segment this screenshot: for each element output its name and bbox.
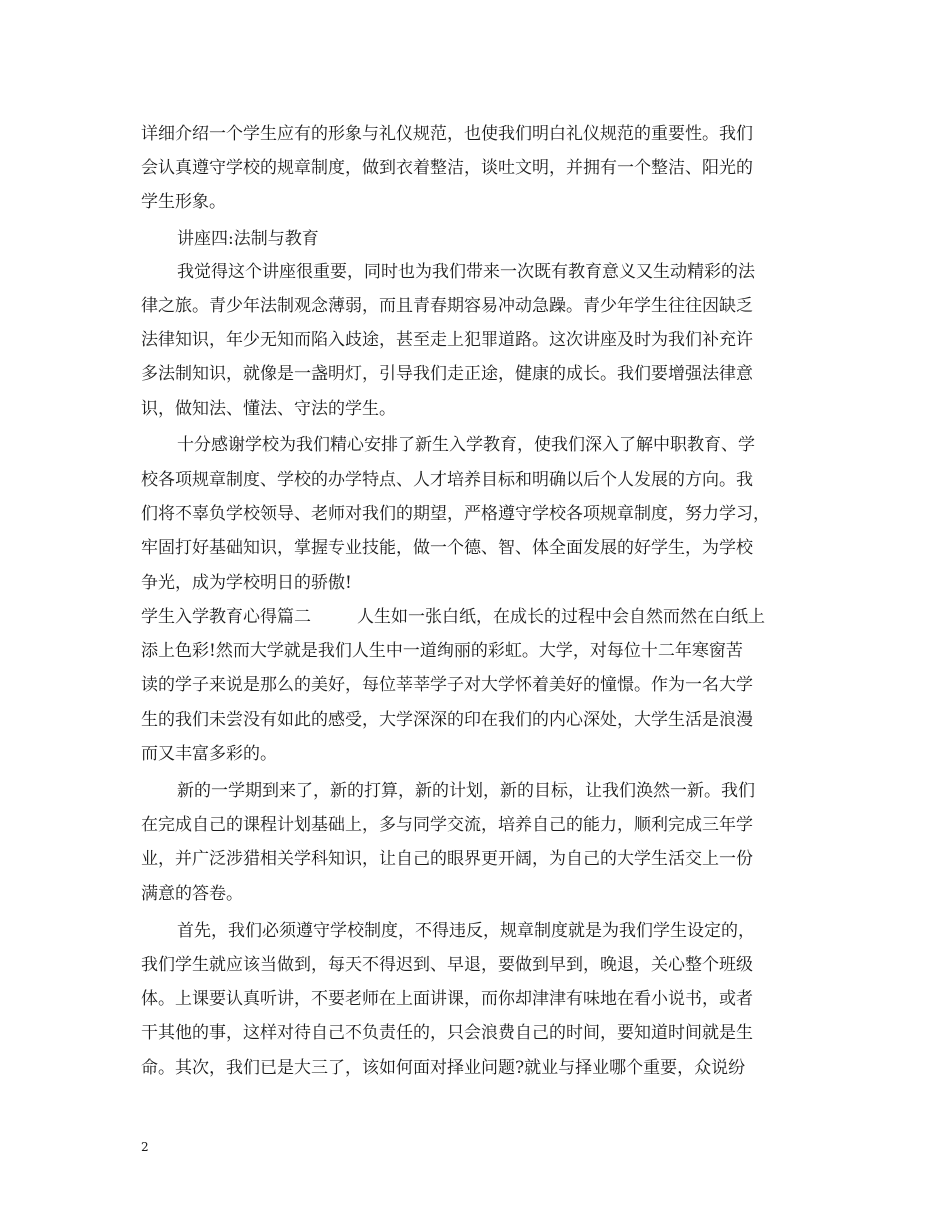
paragraph-line: 业，并广泛涉猎相关学科知识，让自己的眼界更开阔，为自己的大学生活交上一份 [141,849,753,869]
paragraph-line: 满意的答卷。 [141,884,243,904]
paragraph-line: 会认真遵守学校的规章制度，做到衣着整洁，谈吐文明，并拥有一个整洁、阳光的 [141,158,753,178]
paragraph-line: 首先，我们必须遵守学校制度，不得违反，规章制度就是为我们学生设定的， [177,921,755,941]
section-heading: 讲座四:法制与教育 [177,229,319,249]
paragraph-line: 读的学子来说是那么的美好，每位莘莘学子对大学怀着美好的憧憬。作为一名大学 [141,675,753,695]
paragraph-line: 我们学生就应该当做到，每天不得迟到、早退，要做到早到，晚退，关心整个班级 [141,955,753,975]
paragraph-line: 命。其次，我们已是大三了，该如何面对择业问题?就业与择业哪个重要，众说纷 [141,1058,746,1078]
article-title-line [141,606,765,628]
paragraph-line: 们将不辜负学校领导、老师对我们的期望，严格遵守学校各项规章制度，努力学习， [141,504,770,524]
paragraph-line: 体。上课要认真听讲，不要老师在上面讲课，而你却津津有味地在看小说书，或者 [141,989,753,1009]
paragraph-line: 律之旅。青少年法制观念薄弱，而且青春期容易冲动急躁。青少年学生往往因缺乏 [141,296,753,316]
paragraph-line: 校各项规章制度、学校的办学特点、人才培养目标和明确以后个人发展的方向。我 [141,470,753,490]
article-title: 学生入学教育心得篇二 [141,607,311,627]
paragraph-line: 干其他的事，这样对待自己不负责任的，只会浪费自己的时间，要知道时间就是生 [141,1023,753,1043]
paragraph-line: 牢固打好基础知识，掌握专业技能，做一个德、智、体全面发展的好学生，为学校 [141,538,753,558]
paragraph-line: 在完成自己的课程计划基础上，多与同学交流，培养自己的能力，顺利完成三年学 [141,815,753,835]
page-number: 2 [141,1140,149,1154]
paragraph-line: 新的一学期到来了，新的打算，新的计划，新的目标，让我们涣然一新。我们 [177,781,755,801]
paragraph-line: 而又丰富多彩的。 [141,744,277,764]
paragraph-line: 生的我们未尝没有如此的感受，大学深深的印在我们的内心深处，大学生活是浪漫 [141,710,753,730]
paragraph-line: 十分感谢学校为我们精心安排了新生入学教育，使我们深入了解中职教育、学 [177,435,755,455]
paragraph-line: 多法制知识，就像是一盏明灯，引导我们走正途，健康的成长。我们要增强法律意 [141,364,753,384]
paragraph-line: 法律知识，年少无知而陷入歧途，甚至走上犯罪道路。这次讲座及时为我们补充许 [141,330,753,350]
paragraph-line: 学生形象。 [141,192,226,212]
paragraph-line: 添上色彩!然而大学就是我们人生中一道绚丽的彩虹。大学，对每位十二年寒窗苦 [141,641,743,661]
paragraph-line: 详细介绍一个学生应有的形象与礼仪规范，也使我们明白礼仪规范的重要性。我们 [141,124,753,144]
paragraph-line-start: 人生如一张白纸，在成长的过程中会自然而然在白纸上 [357,607,765,627]
paragraph-line: 争光，成为学校明日的骄傲! [141,573,352,593]
paragraph-line: 我觉得这个讲座很重要，同时也为我们带来一次既有教育意义又生动精彩的法 [177,262,755,282]
paragraph-line: 识，做知法、懂法、守法的学生。 [141,399,396,419]
